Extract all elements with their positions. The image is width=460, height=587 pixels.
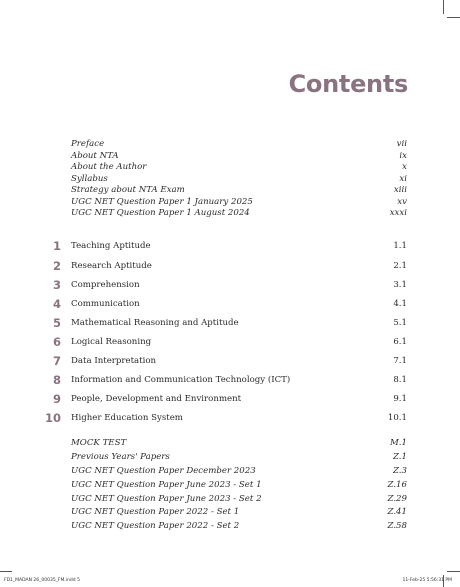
chapter-number: 8 xyxy=(52,372,61,387)
toc-entry-page: M.1 xyxy=(390,438,407,448)
chapter-page: 5.1 xyxy=(393,317,407,328)
chapter-entry xyxy=(0,278,460,292)
toc-entry-label: MOCK TEST xyxy=(71,438,127,448)
chapter-entry xyxy=(0,392,460,406)
chapter-page: 8.1 xyxy=(393,374,407,385)
chapter-title: Comprehension xyxy=(71,279,140,290)
toc-entry-label: Syllabus xyxy=(71,173,108,184)
chapter-title: Higher Education System xyxy=(71,412,183,423)
chapter-entry xyxy=(0,259,460,273)
toc-entry-page: Z.1 xyxy=(392,452,407,462)
toc-entry xyxy=(0,436,460,450)
toc-entry xyxy=(0,519,460,533)
toc-entry-label: UGC NET Question Paper December 2023 xyxy=(71,466,256,476)
toc-entry-page: ix xyxy=(399,150,407,161)
chapter-number: 2 xyxy=(52,258,61,273)
toc-entry-page: Z.3 xyxy=(392,466,407,476)
toc-entry-label: About NTA xyxy=(71,150,119,161)
chapter-page: 10.1 xyxy=(387,412,407,423)
crop-mark xyxy=(447,17,460,18)
chapter-title: People, Development and Environment xyxy=(71,393,242,404)
chapter-entry xyxy=(0,411,460,425)
chapter-number: 10 xyxy=(44,410,61,425)
chapter-page: 3.1 xyxy=(393,279,407,290)
toc-entry-page: Z.16 xyxy=(387,480,407,490)
chapter-number: 9 xyxy=(52,391,61,406)
chapter-number: 3 xyxy=(52,277,61,292)
page-title: Contents xyxy=(288,70,408,98)
toc-entry-label: UGC NET Question Paper 2022 - Set 1 xyxy=(71,507,240,517)
toc-entry xyxy=(0,464,460,478)
toc-entry-label: About the Author xyxy=(71,162,147,172)
toc-entry-label: UGC NET Question Paper 1 January 2025 xyxy=(71,196,253,207)
chapter-title: Communication xyxy=(71,298,140,309)
toc-entry-page: xiii xyxy=(393,185,407,195)
chapter-title: Data Interpretation xyxy=(71,355,157,366)
toc-entry-label: UGC NET Question Paper June 2023 - Set 2 xyxy=(71,493,262,504)
chapter-page: 9.1 xyxy=(393,393,407,404)
toc-entry-label: UGC NET Question Paper 2022 - Set 2 xyxy=(71,520,240,531)
chapter-number: 7 xyxy=(52,353,61,368)
crop-mark xyxy=(443,0,444,14)
chapter-page: 7.1 xyxy=(393,355,407,366)
chapter-entry xyxy=(0,354,460,368)
chapter-number: 6 xyxy=(52,334,61,349)
chapter-page: 2.1 xyxy=(393,260,407,271)
toc-entry xyxy=(0,450,460,464)
toc-entry-label: Preface xyxy=(71,139,105,149)
chapter-entry xyxy=(0,335,460,349)
chapter-title: Logical Reasoning xyxy=(71,336,152,347)
chapter-page: 4.1 xyxy=(393,298,407,309)
chapter-number: 1 xyxy=(52,239,61,253)
chapter-entry xyxy=(0,316,460,330)
crop-mark xyxy=(0,571,12,572)
toc-entry-page: xi xyxy=(399,173,407,184)
chapter-entry xyxy=(0,239,460,253)
toc-entry xyxy=(0,505,460,519)
chapter-entry xyxy=(0,297,460,311)
chapter-entry xyxy=(0,373,460,387)
toc-entry xyxy=(0,478,460,492)
chapter-title: Research Aptitude xyxy=(71,260,152,271)
toc-entry xyxy=(0,492,460,506)
toc-entry-page: Z.58 xyxy=(387,520,407,531)
crop-mark xyxy=(447,571,460,572)
toc-entry-page: xv xyxy=(397,196,407,207)
chapter-page: 1.1 xyxy=(393,241,407,251)
toc-entry-page: vii xyxy=(396,139,407,149)
toc-entry-label: UGC NET Question Paper June 2023 - Set 1 xyxy=(71,480,262,490)
chapter-number: 5 xyxy=(52,315,61,330)
toc-entry-page: Z.41 xyxy=(387,507,407,517)
chapter-page: 6.1 xyxy=(393,336,407,347)
chapter-title: Teaching Aptitude xyxy=(71,241,151,251)
chapter-title: Mathematical Reasoning and Aptitude xyxy=(71,317,239,328)
toc-entry-label: UGC NET Question Paper 1 August 2024 xyxy=(71,208,250,218)
toc-entry-page: x xyxy=(402,162,407,172)
chapter-number: 4 xyxy=(52,296,61,311)
toc-entry xyxy=(0,206,460,220)
toc-entry-label: Previous Years' Papers xyxy=(71,452,170,462)
chapter-title: Information and Communication Technology (ICT) xyxy=(71,374,291,385)
footer-file-name: FD1_MADAN 26_00035_FM.indd 5 xyxy=(4,578,80,583)
toc-entry-page: xxxi xyxy=(389,208,407,218)
toc-entry-page: Z.29 xyxy=(387,493,407,504)
footer-timestamp: 11-Feb-25 5:56:31 PM xyxy=(402,578,452,583)
toc-entry-label: Strategy about NTA Exam xyxy=(71,185,185,195)
